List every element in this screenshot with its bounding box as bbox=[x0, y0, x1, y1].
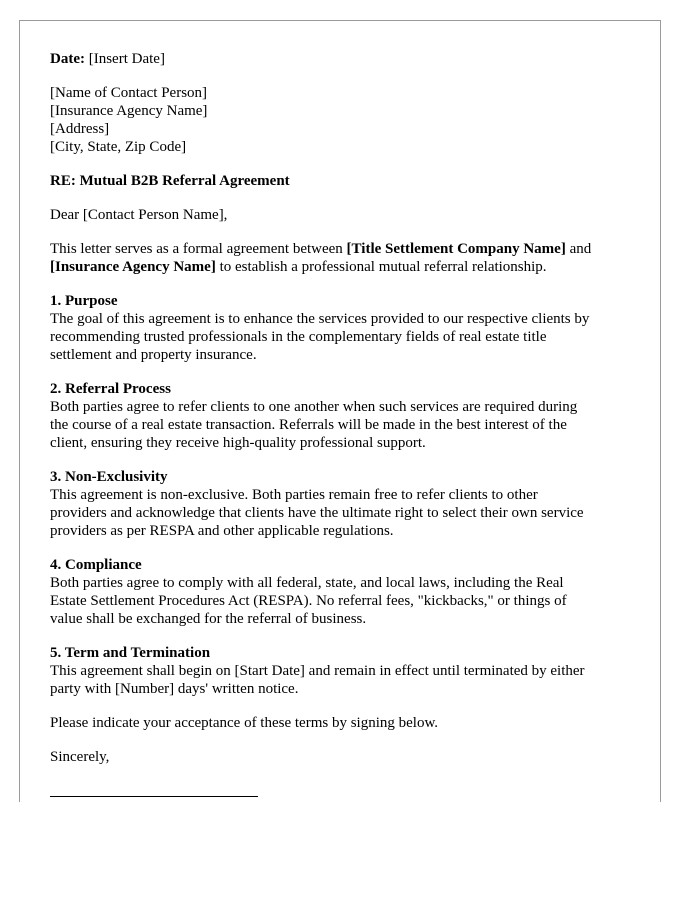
intro-text-2: and bbox=[565, 241, 592, 257]
section-referral-process bbox=[50, 380, 635, 452]
date-label: Date: bbox=[50, 51, 85, 67]
date-value: [Insert Date] bbox=[84, 51, 165, 67]
section-text-line: The goal of this agreement is to enhance the services provided to our respective clients by bbox=[50, 311, 590, 327]
recipient-address: [Address] bbox=[50, 121, 110, 137]
section-compliance bbox=[50, 556, 635, 628]
section-text-line: settlement and property insurance. bbox=[50, 347, 257, 363]
section-text-line: party with [Number] days' written notice. bbox=[50, 681, 299, 697]
recipient-name: [Name of Contact Person] bbox=[50, 85, 208, 101]
section-text-line: recommending trusted professionals in the complementary fields of real estate title bbox=[50, 329, 547, 345]
section-text-line: client, ensuring they receive high-quality professional support. bbox=[50, 435, 426, 451]
section-text-line: This agreement shall begin on [Start Date] and remain in effect until terminated by either bbox=[50, 663, 585, 679]
section-title: 2. Referral Process bbox=[50, 381, 171, 397]
intro-party-1: [Title Settlement Company Name] bbox=[346, 241, 566, 257]
intro-paragraph bbox=[50, 240, 635, 276]
section-text-line: Estate Settlement Procedures Act (RESPA). No referral fees, "kickbacks," or things of bbox=[50, 593, 567, 609]
section-title: 4. Compliance bbox=[50, 557, 142, 573]
letter-body bbox=[50, 50, 635, 782]
section-text-line: the course of a real estate transaction. Referrals will be made in the best interest of the bbox=[50, 417, 567, 433]
section-title: 1. Purpose bbox=[50, 293, 118, 309]
section-purpose bbox=[50, 292, 635, 364]
subject-line: RE: Mutual B2B Referral Agreement bbox=[50, 173, 290, 189]
salutation: Dear [Contact Person Name], bbox=[50, 207, 228, 223]
section-text-line: Both parties agree to refer clients to one another when such services are required during bbox=[50, 399, 578, 415]
intro-text-3: to establish a professional mutual referral relationship. bbox=[215, 259, 547, 275]
closing-request: Please indicate your acceptance of these terms by signing below. bbox=[50, 715, 439, 731]
recipient-city-line: [City, State, Zip Code] bbox=[50, 139, 187, 155]
section-non-exclusivity bbox=[50, 468, 635, 540]
signature-line bbox=[50, 796, 258, 797]
section-text-line: This agreement is non-exclusive. Both parties remain free to refer clients to other bbox=[50, 487, 538, 503]
recipient-agency: [Insurance Agency Name] bbox=[50, 103, 208, 119]
letter-page bbox=[19, 20, 661, 802]
section-text-line: providers as per RESPA and other applicable regulations. bbox=[50, 523, 394, 539]
recipient-address-block bbox=[50, 84, 635, 156]
section-title: 3. Non-Exclusivity bbox=[50, 469, 168, 485]
sign-off: Sincerely, bbox=[50, 749, 110, 765]
date-line bbox=[50, 50, 635, 68]
section-text-line: Both parties agree to comply with all federal, state, and local laws, including the Real bbox=[50, 575, 564, 591]
intro-text-1: This letter serves as a formal agreement between bbox=[50, 241, 347, 257]
section-text-line: value shall be exchanged for the referral of business. bbox=[50, 611, 367, 627]
section-term-termination bbox=[50, 644, 635, 698]
section-text-line: providers and acknowledge that clients have the ultimate right to select their own service bbox=[50, 505, 584, 521]
intro-party-2: [Insurance Agency Name] bbox=[50, 259, 216, 275]
section-title: 5. Term and Termination bbox=[50, 645, 211, 661]
